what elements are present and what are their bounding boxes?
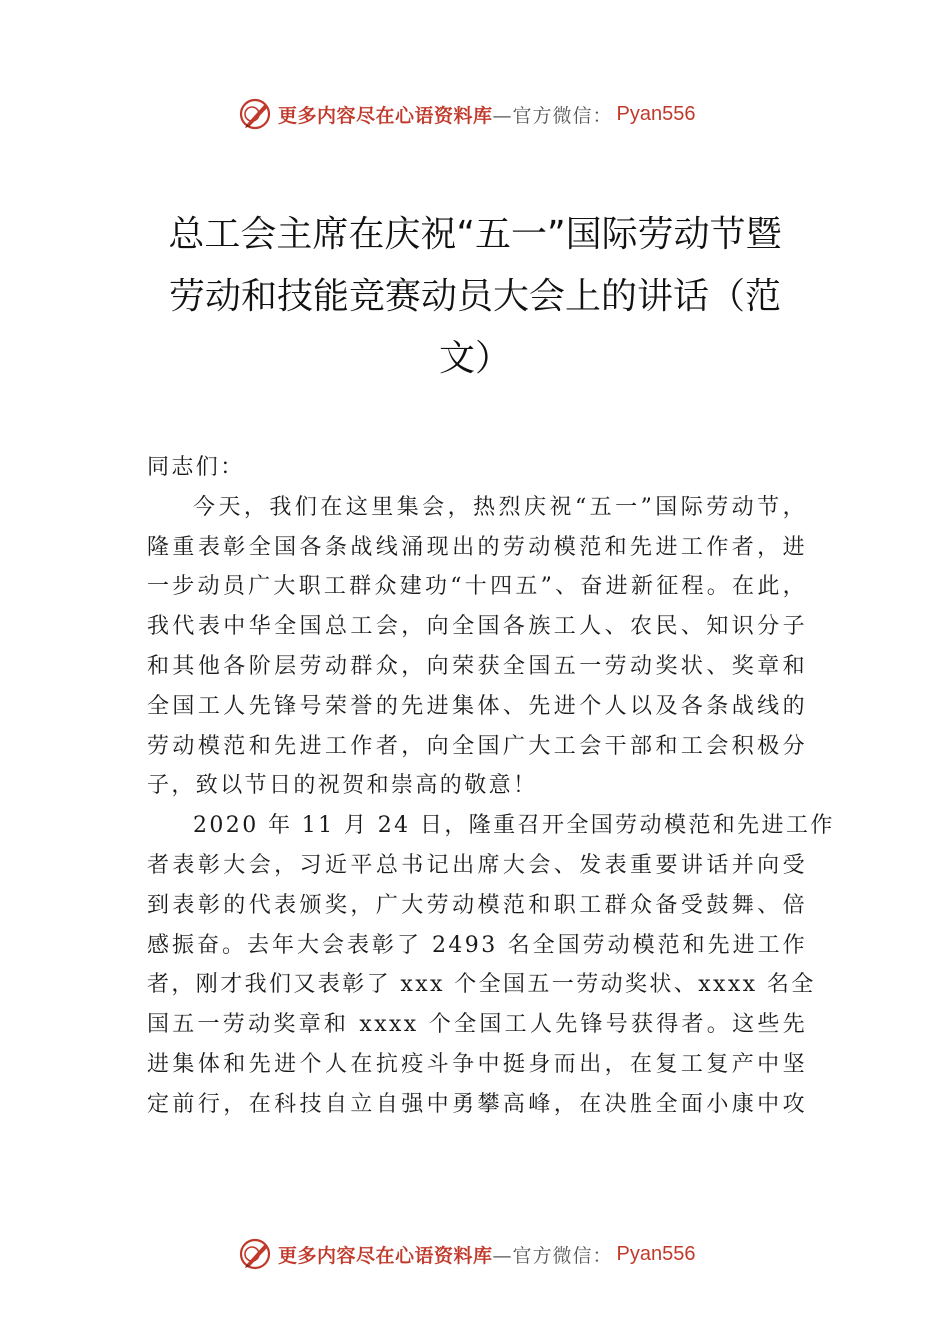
document-body — [147, 448, 835, 1125]
body-line: 国五一劳动奖章和 xxxx 个全国工人先锋号获得者。这些先 — [147, 1012, 807, 1038]
body-line: 定前行，在科技自立自强中勇攀高峰，在决胜全面小康中攻 — [147, 1091, 807, 1117]
banner-main-text: 更多内容尽在心语资料库 — [278, 104, 493, 127]
title-line: 总工会主席在庆祝“五一”国际劳动节暨 — [168, 214, 782, 255]
banner-account: Pyan556 — [616, 102, 696, 125]
body-line: 我代表中华全国总工会，向全国各族工人、农民、知识分子 — [147, 614, 807, 640]
body-line: 一步动员广大职工群众建功“十四五”、奋进新征程。在此， — [147, 574, 807, 600]
body-line: 和其他各阶层劳动群众，向荣获全国五一劳动奖状、奖章和 — [147, 653, 807, 679]
body-line: 者表彰大会，习近平总书记出席大会、发表重要讲话并向受 — [147, 852, 807, 878]
banner-sub-text: —官方微信： — [492, 104, 613, 127]
title-line: 劳动和技能竞赛动员大会上的讲话（范 — [168, 276, 781, 317]
body-line: 感振奋。去年大会表彰了 2493 名全国劳动模范和先进工作 — [147, 932, 807, 958]
header-banner — [238, 94, 696, 134]
banner-sub-text: —官方微信： — [492, 1244, 613, 1267]
body-line: 隆重表彰全国各条战线涌现出的劳动模范和先进工作者，进 — [147, 534, 807, 560]
body-line: 2020 年 11 月 24 日，隆重召开全国劳动模范和先进工作 — [193, 813, 835, 839]
title-line: 文） — [438, 338, 511, 379]
body-line: 劳动模范和先进工作者，向全国广大工会干部和工会积极分 — [147, 733, 807, 759]
body-line: 进集体和先进个人在抗疫斗争中挺身而出，在复工复产中坚 — [147, 1051, 807, 1077]
footer-banner — [238, 1234, 696, 1274]
body-line: 全国工人先锋号荣誉的先进集体、先进个人以及各条战线的 — [147, 693, 807, 719]
salutation: 同志们： — [147, 455, 245, 480]
body-line: 今天，我们在这里集会，热烈庆祝“五一”国际劳动节， — [193, 494, 807, 520]
document-title — [120, 204, 830, 390]
body-line: 子，致以节日的祝贺和崇高的敬意！ — [147, 773, 538, 799]
banner-account: Pyan556 — [616, 1242, 696, 1265]
pen-logo-icon — [238, 97, 272, 131]
body-line: 者，刚才我们又表彰了 xxx 个全国五一劳动奖状、xxxx 名全 — [147, 972, 816, 998]
pen-logo-icon — [238, 1237, 272, 1271]
banner-main-text: 更多内容尽在心语资料库 — [278, 1244, 493, 1267]
body-line: 到表彰的代表颁奖，广大劳动模范和职工群众备受鼓舞、倍 — [147, 892, 807, 918]
